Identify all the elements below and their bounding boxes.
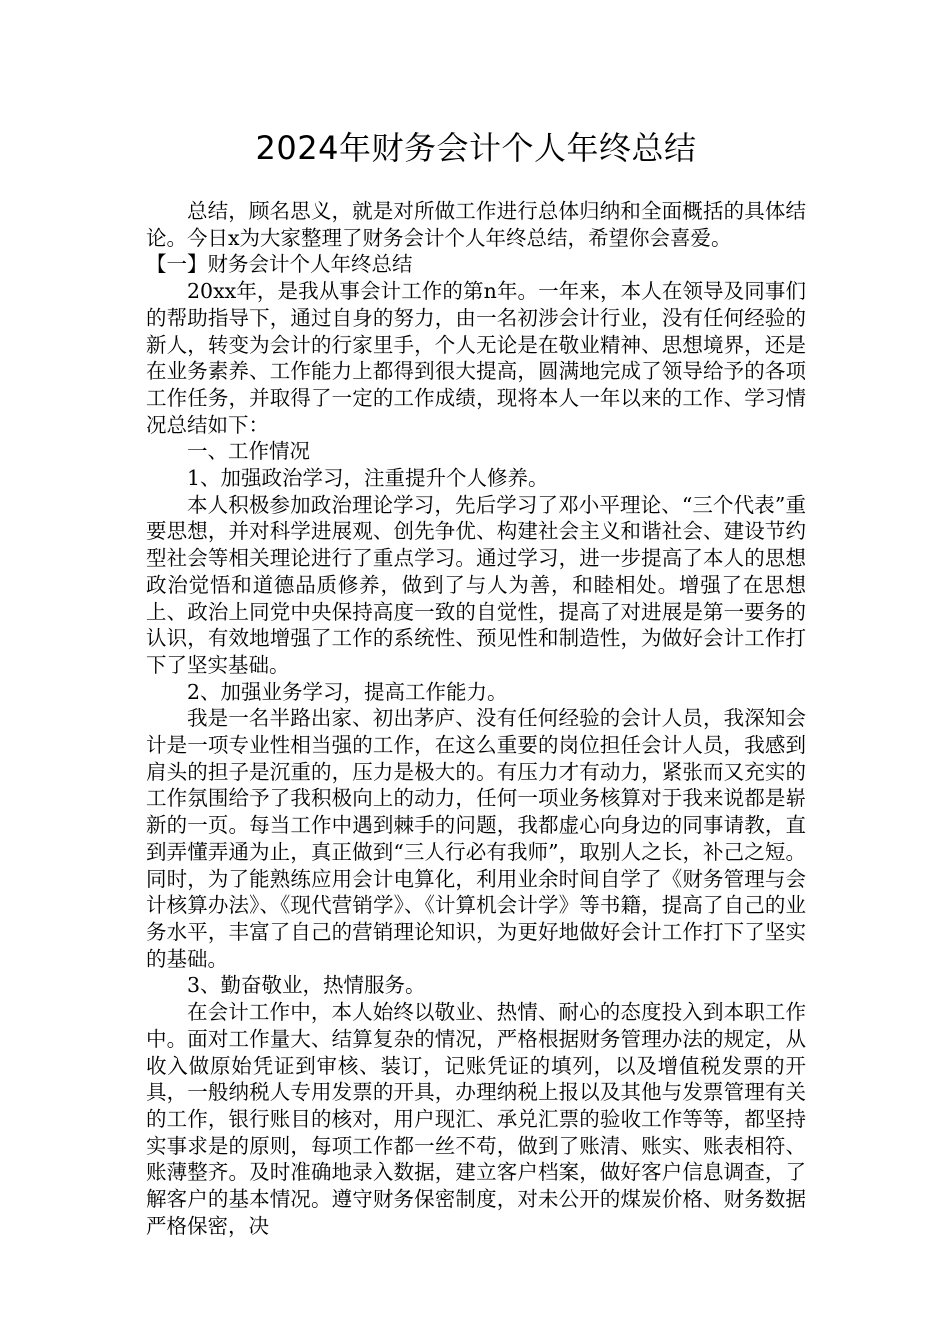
- body-paragraph: 我是一名半路出家、初出茅庐、没有任何经验的会计人员，我深知会计是一项专业性相当强的工作，在这么重要的岗位担任会计人员，我感到肩头的担子是沉重的，压力是极大的。有压力才有动力，紧张而又充实的工作氛围给予了我积极向上的动力，任何一项业务核算对于我来说都是崭新的一页。每当工作中遇到棘手的问题，我都虚心向身边的同事请教，直到弄懂弄通为止，真正做到“三人行必有我师”，取别人之长，补己之短。同时，为了能熟练应用会计电算化，利用业余时间自学了《财务管理与会计核算办法》、《现代营销学》、《计算机会计学》等书籍，提高了自己的业务水平，丰富了自己的营销理论知识，为更好地做好会计工作打下了坚实的基础。: [146, 706, 806, 971]
- body-paragraph: 本人积极参加政治理论学习，先后学习了邓小平理论、“三个代表”重要思想，并对科学进展观、创先争优、构建社会主义和谐社会、建设节约型社会等相关理论进行了重点学习。通过学习，进一步提高了本人的思想政治觉悟和道德品质修养，做到了与人为善，和睦相处。增强了在思想上、政治上同党中央保持高度一致的自觉性，提高了对进展是第一要务的认识，有效地增强了工作的系统性、预见性和制造性，为做好会计工作打下了坚实基础。: [146, 492, 806, 677]
- subsection-heading: 一、工作情况: [187, 439, 310, 464]
- item-heading: 3、勤奋敬业，热情服务。: [187, 973, 426, 998]
- document-page: [146, 124, 806, 1239]
- item-heading: 1、加强政治学习，注重提升个人修养。: [187, 466, 549, 491]
- document-title: 2024年财务会计个人年终总结: [255, 129, 697, 167]
- document-body: [146, 198, 806, 1239]
- section-heading: 【一】财务会计个人年终总结: [146, 252, 413, 277]
- intro-paragraph: 总结，顾名思义，就是对所做工作进行总体归纳和全面概括的具体结论。今日x为大家整理了财务会计个人年终总结，希望你会喜爱。: [146, 199, 806, 250]
- body-paragraph: 20xx年，是我从事会计工作的第n年。一年来，本人在领导及同事们的帮助指导下，通过自身的努力，由一名初涉会计行业，没有任何经验的新人，转变为会计的行家里手，个人无论是在敬业精神、思想境界，还是在业务素养、工作能力上都得到很大提高，圆满地完成了领导给予的各项工作任务，并取得了一定的工作成绩，现将本人一年以来的工作、学习情况总结如下：: [146, 279, 806, 437]
- body-paragraph: 在会计工作中，本人始终以敬业、热情、耐心的态度投入到本职工作中。面对工作量大、结算复杂的情况，严格根据财务管理办法的规定，从收入做原始凭证到审核、装订，记账凭证的填列，以及增值税发票的开具，一般纳税人专用发票的开具，办理纳税上报以及其他与发票管理有关的工作，银行账目的核对，用户现汇、承兑汇票的验收工作等等，都坚持实事求是的原则，每项工作都一丝不苟，做到了账清、账实、账表相符、账薄整齐。及时准确地录入数据，建立客户档案，做好客户信息调查，了解客户的基本情况。遵守财务保密制度，对未公开的煤炭价格、财务数据严格保密，决: [146, 1000, 806, 1238]
- item-heading: 2、加强业务学习，提高工作能力。: [187, 679, 508, 704]
